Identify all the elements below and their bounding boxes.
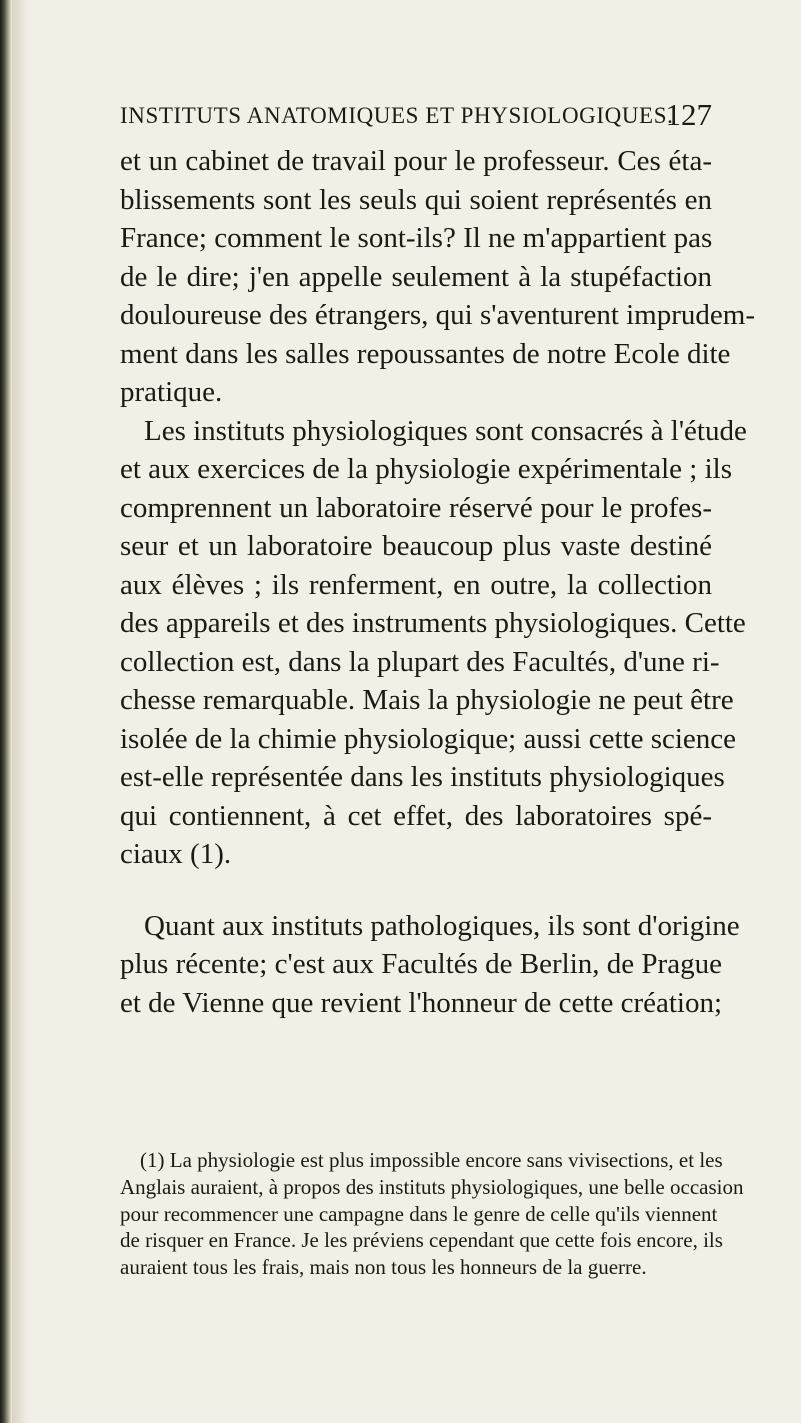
text-line: plus récente; c'est aux Facultés de Berlin, de Prague bbox=[120, 948, 722, 980]
text-line: collection est, dans la plupart des Facultés, d'une ri- bbox=[120, 645, 720, 678]
body-text bbox=[120, 142, 755, 1022]
footnote-line: pour recommencer une campagne dans le genre de celle qu'ils viennent bbox=[120, 1201, 718, 1226]
text-line: comprennent un laboratoire réservé pour le profes- bbox=[120, 491, 712, 524]
text-line: et un cabinet de travail pour le professeur. Ces éta- bbox=[120, 145, 712, 177]
text-line: blissements sont les seuls qui soient représentés en bbox=[120, 183, 712, 216]
text-line: chesse remarquable. Mais la physiologie ne peut être bbox=[120, 684, 734, 716]
text-line: des appareils et des instruments physiologiques. Cette bbox=[120, 607, 746, 639]
text-line: de le dire; j'en appelle seulement à la stupéfaction bbox=[120, 260, 712, 293]
text-line: pratique. bbox=[120, 376, 223, 408]
text-line: douloureuse des étrangers, qui s'aventurent imprudem- bbox=[120, 299, 755, 331]
paragraph-2 bbox=[120, 412, 747, 874]
text-line: et de Vienne que revient l'honneur de cette création; bbox=[120, 986, 723, 1019]
running-head bbox=[120, 97, 712, 133]
text-line: isolée de la chimie physiologique; aussi cette science bbox=[120, 722, 737, 755]
text-line: seur et un laboratoire beaucoup plus vaste destiné bbox=[120, 530, 712, 562]
text-line: ment dans les salles repoussantes de notre Ecole dite bbox=[120, 337, 731, 370]
text-line: ciaux (1). bbox=[120, 838, 232, 870]
paragraph-1 bbox=[120, 142, 755, 412]
book-binding-edge bbox=[0, 0, 12, 1423]
text-line: France; comment le sont-ils? Il ne m'appartient pas bbox=[120, 222, 713, 254]
footnote-line: Anglais auraient, à propos des instituts physiologiques, une belle occasion bbox=[120, 1174, 744, 1199]
text-line: aux élèves ; ils renferment, en outre, la collection bbox=[120, 568, 712, 601]
text-line: Quant aux instituts pathologiques, ils sont d'origine bbox=[144, 909, 740, 942]
section-break bbox=[120, 874, 712, 907]
footnote-line: auraient tous les frais, mais non tous les honneurs de la guerre. bbox=[120, 1255, 647, 1280]
footnote-line: (1) La physiologie est plus impossible encore sans vivisections, et les bbox=[140, 1148, 723, 1172]
text-line: est-elle représentée dans les instituts physiologiques bbox=[120, 761, 725, 793]
running-title: INSTITUTS ANATOMIQUES ET PHYSIOLOGIQUES. bbox=[120, 103, 674, 128]
page-shadow bbox=[12, 0, 28, 1423]
paragraph-3 bbox=[120, 907, 740, 1023]
footnote bbox=[120, 1147, 744, 1281]
page-number: 127 bbox=[665, 97, 712, 132]
text-line: Les instituts physiologiques sont consacrés à l'étude bbox=[144, 414, 747, 447]
text-line: qui contiennent, à cet effet, des laboratoires spé- bbox=[120, 799, 712, 832]
text-line: et aux exercices de la physiologie expérimentale ; ils bbox=[120, 453, 732, 485]
footnote-line: de risquer en France. Je les préviens cependant que cette fois encore, ils bbox=[120, 1228, 723, 1253]
